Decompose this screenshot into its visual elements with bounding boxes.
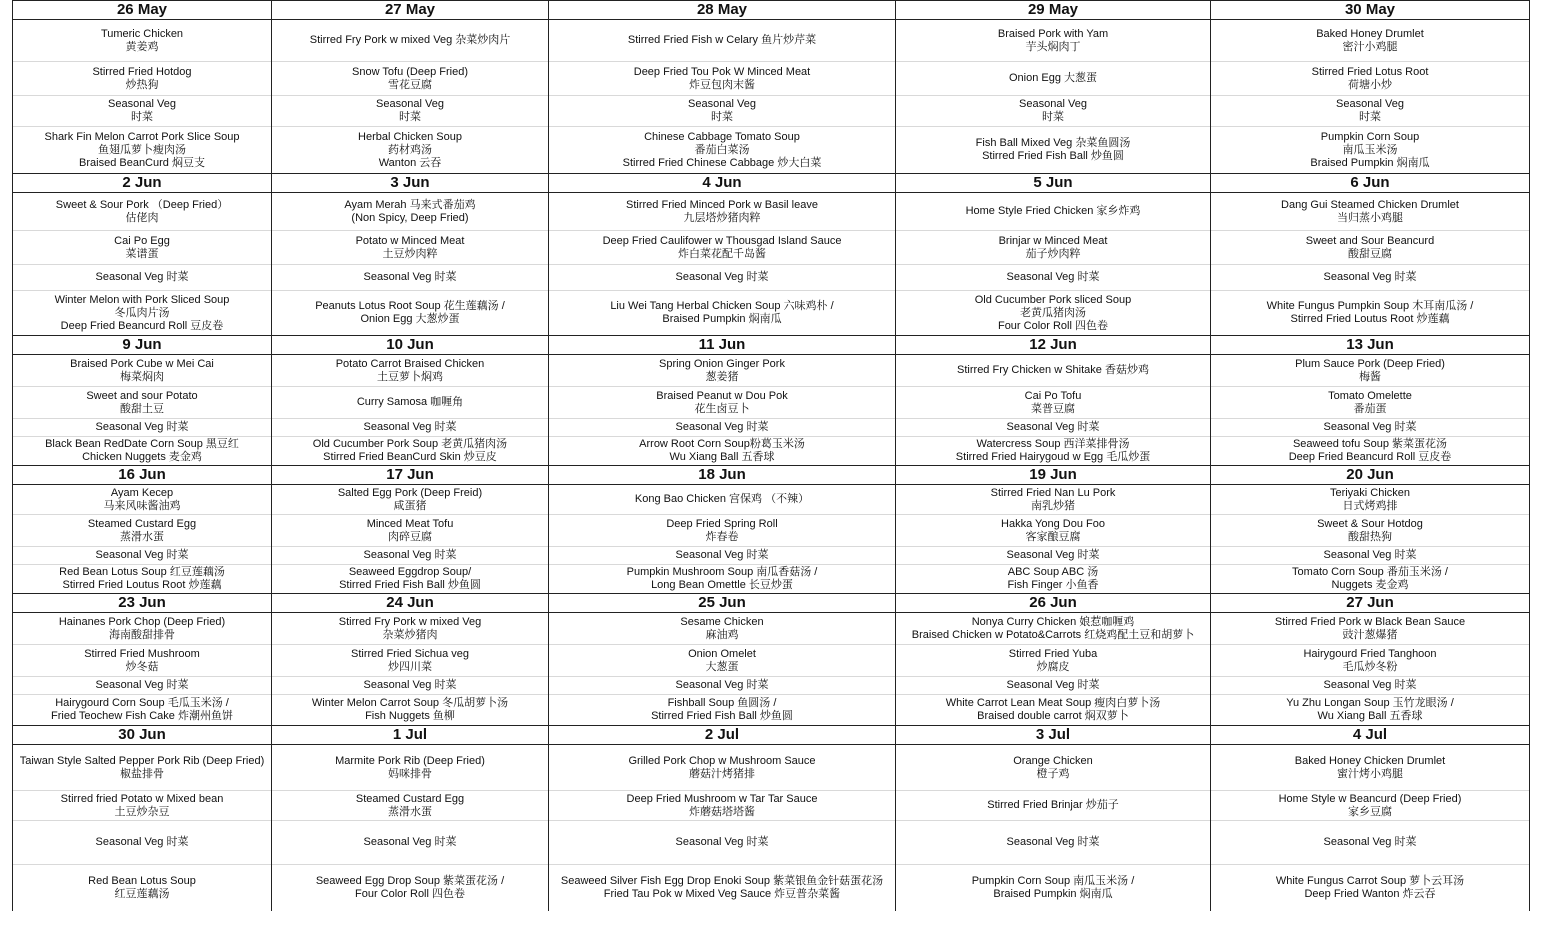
week-header-row <box>12 335 1530 355</box>
veg-dish: Seasonal Veg 时菜 <box>896 677 1210 695</box>
soup-dish: Herbal Chicken Soup 药材鸡汤 Wanton 云吞 <box>358 130 462 169</box>
day-date: 25 Jun <box>548 593 895 613</box>
veg-dish: Seasonal Veg 时菜 <box>13 547 271 565</box>
day-column <box>271 485 548 593</box>
week-body-row <box>12 613 1530 725</box>
side-dish: Stirred Fried Sichua veg 炒四川菜 <box>272 645 548 677</box>
soup-dish: Arrow Root Corn Soup粉葛玉米汤 Wu Xiang Ball 五香球 <box>639 438 805 463</box>
main-dish: Salted Egg Pork (Deep Freid) 咸蛋猪 <box>272 485 548 515</box>
side-dish: Stirred Fried Yuba 炒腐皮 <box>896 645 1210 677</box>
side-dish: Sweet and sour Potato 酸甜土豆 <box>13 387 271 419</box>
soup-dish: Watercress Soup 西洋菜排骨汤 Stirred Fried Hairygoud w Egg 毛瓜炒蛋 <box>955 438 1151 463</box>
soup-dish: Old Cucumber Pork sliced Soup 老黄瓜猪肉汤 Four Color Roll 四色卷 <box>974 293 1132 332</box>
side-dish: Steamed Custard Egg 蒸滑水蛋 <box>13 515 271 547</box>
day-date: 28 May <box>548 0 895 20</box>
main-dish: Stirred Fried Minced Pork w Basil leave 九层塔炒猪肉粹 <box>549 193 895 231</box>
main-dish: Stirred Fry Pork w mixed Veg 杂菜炒猪肉 <box>272 613 548 645</box>
day-column <box>895 20 1210 173</box>
day-date: 1 Jul <box>271 725 548 745</box>
side-dish: Cai Po Egg 菜谱蛋 <box>13 231 271 265</box>
day-date: 6 Jun <box>1210 173 1530 193</box>
main-dish: Sweet & Sour Pork （Deep Fried） 估佬肉 <box>13 193 271 231</box>
main-dish: Baked Honey Drumlet 密汁小鸡腿 <box>1211 20 1529 62</box>
day-column <box>1210 613 1530 725</box>
veg-dish: Seasonal Veg 时菜 <box>13 419 271 437</box>
veg-dish: Seasonal Veg 时菜 <box>896 265 1210 291</box>
side-dish: Deep Fried Tou Pok W Minced Meat 炸豆包肉末酱 <box>549 62 895 96</box>
day-column <box>12 193 271 335</box>
day-date: 18 Jun <box>548 465 895 485</box>
day-date: 9 Jun <box>12 335 271 355</box>
veg-dish: Seasonal Veg 时菜 <box>13 265 271 291</box>
main-dish: Ayam Kecep 马来风味酱油鸡 <box>13 485 271 515</box>
day-date: 11 Jun <box>548 335 895 355</box>
veg-dish: Seasonal Veg 时菜 <box>549 96 895 127</box>
day-column <box>895 745 1210 911</box>
veg-dish: Seasonal Veg 时菜 <box>1211 821 1529 865</box>
side-dish: Snow Tofu (Deep Fried) 雪花豆腐 <box>272 62 548 96</box>
day-date: 10 Jun <box>271 335 548 355</box>
veg-dish: Seasonal Veg 时菜 <box>549 821 895 865</box>
side-dish: Deep Fried Caulifower w Thousgad Island Sauce 炸白菜花配千岛酱 <box>549 231 895 265</box>
veg-dish: Seasonal Veg 时菜 <box>896 96 1210 127</box>
side-dish: Home Style w Beancurd (Deep Fried) 家乡豆腐 <box>1211 791 1529 821</box>
day-date: 17 Jun <box>271 465 548 485</box>
soup-dish: Shark Fin Melon Carrot Pork Slice Soup 鱼翅瓜萝卜瘦肉汤 Braised BeanCurd 焖豆支 <box>44 130 240 169</box>
day-column <box>895 193 1210 335</box>
day-date: 3 Jun <box>271 173 548 193</box>
side-dish: Deep Fried Spring Roll 炸春卷 <box>549 515 895 547</box>
main-dish: Stirred Fried Pork w Black Bean Sauce 豉汁葱爆猪 <box>1211 613 1529 645</box>
main-dish: Plum Sauce Pork (Deep Fried) 梅酱 <box>1211 355 1529 387</box>
week-body-row <box>12 485 1530 593</box>
soup-dish: Seaweed tofu Soup 紫菜蛋花汤 Deep Fried Beancurd Roll 豆皮卷 <box>1288 438 1452 463</box>
side-dish: Deep Fried Mushroom w Tar Tar Sauce 炸蘑菇塔塔酱 <box>549 791 895 821</box>
side-dish: Stirred fried Potato w Mixed bean 土豆炒杂豆 <box>13 791 271 821</box>
main-dish: Spring Onion Ginger Pork 葱姜猪 <box>549 355 895 387</box>
day-column <box>1210 193 1530 335</box>
main-dish: Marmite Pork Rib (Deep Fried) 妈咪排骨 <box>272 745 548 791</box>
side-dish: Stirred Fried Hotdog 炒热狗 <box>13 62 271 96</box>
day-column <box>1210 745 1530 911</box>
day-date: 3 Jul <box>895 725 1210 745</box>
side-dish: Brinjar w Minced Meat 茄子炒肉粹 <box>896 231 1210 265</box>
day-date: 20 Jun <box>1210 465 1530 485</box>
day-date: 2 Jul <box>548 725 895 745</box>
soup-dish: Yu Zhu Longan Soup 玉竹龙眼汤 / Wu Xiang Ball 五香球 <box>1286 697 1454 722</box>
main-dish: Tumeric Chicken 黄姜鸡 <box>13 20 271 62</box>
veg-dish: Seasonal Veg 时菜 <box>549 265 895 291</box>
soup-dish: Pumpkin Mushroom Soup 南瓜香菇汤 / Long Bean Omettle 长豆炒蛋 <box>626 566 818 591</box>
day-column <box>548 745 895 911</box>
side-dish: Stirred Fried Brinjar 炒茄子 <box>896 791 1210 821</box>
veg-dish: Seasonal Veg 时菜 <box>272 419 548 437</box>
main-dish: Potato Carrot Braised Chicken 土豆萝卜焖鸡 <box>272 355 548 387</box>
soup-dish: Red Bean Lotus Soup 红豆莲藕汤 Stirred Fried Loutus Root 炒莲藕 <box>59 566 225 591</box>
week-header-row <box>12 593 1530 613</box>
day-column <box>271 613 548 725</box>
day-date: 2 Jun <box>12 173 271 193</box>
day-date: 24 Jun <box>271 593 548 613</box>
main-dish: Nonya Curry Chicken 娘惹咖喱鸡 Braised Chicken w Potato&Carrots 红烧鸡配土豆和胡萝卜 <box>896 613 1210 645</box>
main-dish: Braised Pork with Yam 芋头焖肉丁 <box>896 20 1210 62</box>
veg-dish: Seasonal Veg 时菜 <box>13 96 271 127</box>
veg-dish: Seasonal Veg 时菜 <box>1211 547 1529 565</box>
main-dish: Home Style Fried Chicken 家乡炸鸡 <box>896 193 1210 231</box>
veg-dish: Seasonal Veg 时菜 <box>549 547 895 565</box>
veg-dish: Seasonal Veg 时菜 <box>1211 96 1529 127</box>
main-dish: Taiwan Style Salted Pepper Pork Rib (Deep Fried) 椒盐排骨 <box>13 745 271 791</box>
side-dish: Sweet & Sour Hotdog 酸甜热狗 <box>1211 515 1529 547</box>
week-body-row <box>12 745 1530 911</box>
day-column <box>271 20 548 173</box>
soup-dish: White Fungus Carrot Soup 萝卜云耳汤 Deep Fried Wanton 炸云吞 <box>1275 875 1465 900</box>
veg-dish: Seasonal Veg 时菜 <box>1211 677 1529 695</box>
menu-grid <box>12 0 1530 911</box>
day-date: 26 Jun <box>895 593 1210 613</box>
veg-dish: Seasonal Veg 时菜 <box>896 821 1210 865</box>
soup-dish: Peanuts Lotus Root Soup 花生莲藕汤 / Onion Egg 大葱炒蛋 <box>315 300 505 325</box>
day-column <box>1210 355 1530 465</box>
veg-dish: Seasonal Veg 时菜 <box>549 677 895 695</box>
week-header-row <box>12 465 1530 485</box>
soup-dish: Seaweed Egg Drop Soup 紫菜蛋花汤 / Four Color Roll 四色卷 <box>315 875 505 900</box>
day-date: 29 May <box>895 0 1210 20</box>
side-dish: Hakka Yong Dou Foo 客家酿豆腐 <box>896 515 1210 547</box>
veg-dish: Seasonal Veg 时菜 <box>13 821 271 865</box>
day-column <box>1210 485 1530 593</box>
day-column <box>12 20 271 173</box>
soup-dish: Old Cucumber Pork Soup 老黄瓜猪肉汤 Stirred Fried BeanCurd Skin 炒豆皮 <box>312 438 508 463</box>
day-column <box>548 485 895 593</box>
day-column <box>271 355 548 465</box>
main-dish: Dang Gui Steamed Chicken Drumlet 当归蒸小鸡腿 <box>1211 193 1529 231</box>
day-date: 4 Jul <box>1210 725 1530 745</box>
day-date: 4 Jun <box>548 173 895 193</box>
day-column <box>895 613 1210 725</box>
day-column <box>12 613 271 725</box>
side-dish: Potato w Minced Meat 土豆炒肉粹 <box>272 231 548 265</box>
veg-dish: Seasonal Veg 时菜 <box>272 96 548 127</box>
day-date: 12 Jun <box>895 335 1210 355</box>
side-dish: Hairygourd Fried Tanghoon 毛瓜炒冬粉 <box>1211 645 1529 677</box>
veg-dish: Seasonal Veg 时菜 <box>896 419 1210 437</box>
main-dish: Sesame Chicken 麻油鸡 <box>549 613 895 645</box>
week-header-row <box>12 173 1530 193</box>
soup-dish: White Fungus Pumpkin Soup 木耳南瓜汤 / Stirred Fried Loutus Root 炒莲藕 <box>1266 300 1474 325</box>
day-date: 27 May <box>271 0 548 20</box>
week-header-row <box>12 0 1530 20</box>
day-column <box>548 613 895 725</box>
main-dish: Grilled Pork Chop w Mushroom Sauce 蘑菇汁烤猪排 <box>549 745 895 791</box>
soup-dish: ABC Soup ABC 汤 Fish Finger 小鱼香 <box>1007 566 1099 591</box>
veg-dish: Seasonal Veg 时菜 <box>272 677 548 695</box>
day-column <box>271 745 548 911</box>
main-dish: Braised Pork Cube w Mei Cai 梅菜焖肉 <box>13 355 271 387</box>
soup-dish: Winter Melon with Pork Sliced Soup 冬瓜肉片汤 Deep Fried Beancurd Roll 豆皮卷 <box>54 293 230 332</box>
side-dish: Cai Po Tofu 菜普豆腐 <box>896 387 1210 419</box>
veg-dish: Seasonal Veg 时菜 <box>272 265 548 291</box>
main-dish: Stirred Fry Pork w mixed Veg 杂菜炒肉片 <box>272 20 548 62</box>
week-body-row <box>12 20 1530 173</box>
side-dish: Stirred Fried Lotus Root 荷塘小炒 <box>1211 62 1529 96</box>
veg-dish: Seasonal Veg 时菜 <box>1211 419 1529 437</box>
side-dish: Stirred Fried Mushroom 炒冬菇 <box>13 645 271 677</box>
veg-dish: Seasonal Veg 时菜 <box>1211 265 1529 291</box>
side-dish: Onion Egg 大葱蛋 <box>896 62 1210 96</box>
day-date: 27 Jun <box>1210 593 1530 613</box>
main-dish: Ayam Merah 马来式番茄鸡 (Non Spicy, Deep Fried) <box>272 193 548 231</box>
soup-dish: Seaweed Eggdrop Soup/ Stirred Fried Fish Ball 炒鱼圆 <box>339 566 481 591</box>
day-date: 19 Jun <box>895 465 1210 485</box>
soup-dish: Red Bean Lotus Soup 红豆莲藕汤 <box>88 875 196 900</box>
veg-dish: Seasonal Veg 时菜 <box>896 547 1210 565</box>
day-column <box>548 20 895 173</box>
side-dish: Minced Meat Tofu 肉碎豆腐 <box>272 515 548 547</box>
side-dish: Curry Samosa 咖喱角 <box>272 387 548 419</box>
side-dish: Sweet and Sour Beancurd 酸甜豆腐 <box>1211 231 1529 265</box>
day-column <box>548 355 895 465</box>
side-dish: Tomato Omelette 番茄蛋 <box>1211 387 1529 419</box>
day-column <box>271 193 548 335</box>
soup-dish: White Carrot Lean Meat Soup 瘦肉白萝卜汤 Braised double carrot 焖双萝卜 <box>945 697 1161 722</box>
day-column <box>12 355 271 465</box>
main-dish: Stirred Fry Chicken w Shitake 香菇炒鸡 <box>896 355 1210 387</box>
day-date: 5 Jun <box>895 173 1210 193</box>
day-column <box>895 355 1210 465</box>
main-dish: Kong Bao Chicken 宫保鸡 （不辣） <box>549 485 895 515</box>
soup-dish: Fish Ball Mixed Veg 杂菜鱼圆汤 Stirred Fried Fish Ball 炒鱼圆 <box>975 137 1131 162</box>
week-body-row <box>12 193 1530 335</box>
day-column <box>12 745 271 911</box>
main-dish: Hainanes Pork Chop (Deep Fried) 海南酸甜排骨 <box>13 613 271 645</box>
soup-dish: Liu Wei Tang Herbal Chicken Soup 六味鸡朴 / Braised Pumpkin 焖南瓜 <box>610 300 834 325</box>
veg-dish: Seasonal Veg 时菜 <box>272 821 548 865</box>
day-column <box>1210 20 1530 173</box>
soup-dish: Winter Melon Carrot Soup 冬瓜胡萝卜汤 Fish Nuggets 鱼柳 <box>311 697 509 722</box>
veg-dish: Seasonal Veg 时菜 <box>272 547 548 565</box>
day-column <box>12 485 271 593</box>
veg-dish: Seasonal Veg 时菜 <box>549 419 895 437</box>
soup-dish: Tomato Corn Soup 番茄玉米汤 / Nuggets 麦金鸡 <box>1292 566 1448 591</box>
main-dish: Stirred Fried Nan Lu Pork 南乳炒猪 <box>896 485 1210 515</box>
side-dish: Onion Omelet 大葱蛋 <box>549 645 895 677</box>
soup-dish: Chinese Cabbage Tomato Soup 番茄白菜汤 Stirred Fried Chinese Cabbage 炒大白菜 <box>622 130 822 169</box>
side-dish: Steamed Custard Egg 蒸滑水蛋 <box>272 791 548 821</box>
day-date: 16 Jun <box>12 465 271 485</box>
soup-dish: Pumpkin Corn Soup 南瓜玉米汤 Braised Pumpkin 焖南瓜 <box>1310 130 1430 169</box>
soup-dish: Fishball Soup 鱼圆汤 / Stirred Fried Fish Ball 炒鱼圆 <box>651 697 793 722</box>
soup-dish: Black Bean RedDate Corn Soup 黑豆红 Chicken Nuggets 麦金鸡 <box>45 438 239 463</box>
day-column <box>548 193 895 335</box>
main-dish: Baked Honey Chicken Drumlet 蜜汁烤小鸡腿 <box>1211 745 1529 791</box>
main-dish: Orange Chicken 橙子鸡 <box>896 745 1210 791</box>
soup-dish: Seaweed Silver Fish Egg Drop Enoki Soup 紫菜银鱼金针菇蛋花汤 Fried Tau Pok w Mixed Veg Sauce 炸豆普杂菜酱 <box>560 875 884 900</box>
day-column <box>895 485 1210 593</box>
main-dish: Teriyaki Chicken 日式烤鸡排 <box>1211 485 1529 515</box>
soup-dish: Pumpkin Corn Soup 南瓜玉米汤 / Braised Pumpkin 焖南瓜 <box>971 875 1135 900</box>
week-header-row <box>12 725 1530 745</box>
day-date: 30 May <box>1210 0 1530 20</box>
day-date: 26 May <box>12 0 271 20</box>
soup-dish: Hairygourd Corn Soup 毛瓜玉米汤 / Fried Teochew Fish Cake 炸潮州鱼饼 <box>51 697 233 722</box>
veg-dish: Seasonal Veg 时菜 <box>13 677 271 695</box>
day-date: 23 Jun <box>12 593 271 613</box>
main-dish: Stirred Fried Fish w Celary 鱼片炒芹菜 <box>549 20 895 62</box>
side-dish: Braised Peanut w Dou Pok 花生卤豆卜 <box>549 387 895 419</box>
week-body-row <box>12 355 1530 465</box>
day-date: 30 Jun <box>12 725 271 745</box>
day-date: 13 Jun <box>1210 335 1530 355</box>
